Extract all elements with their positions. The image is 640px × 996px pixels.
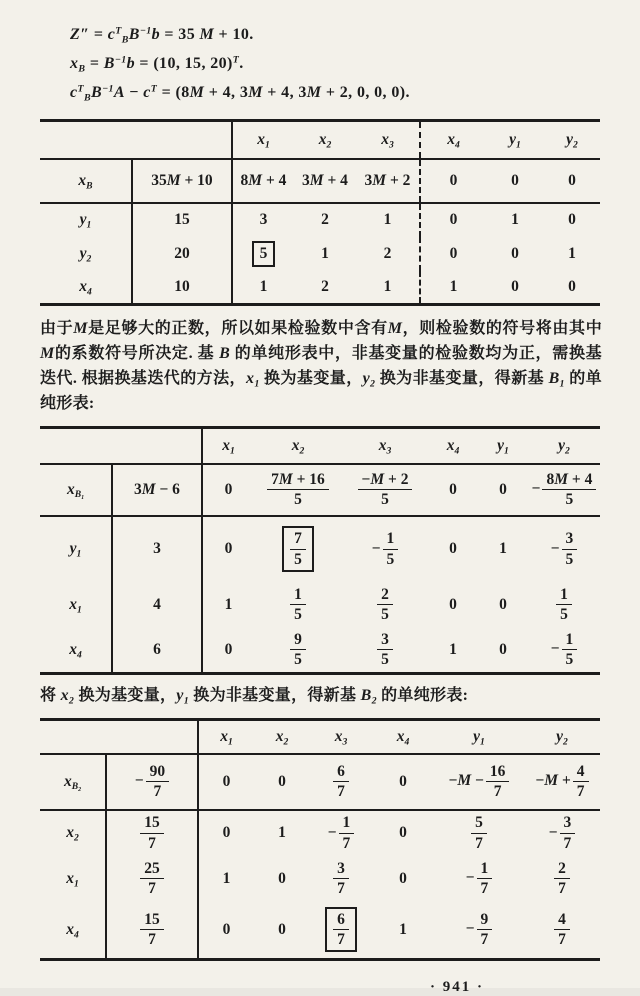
row-value: 3M − 6 <box>112 464 202 516</box>
table-cell <box>310 902 372 960</box>
row-label: $y_2$ <box>79 244 92 264</box>
table-cell: 0 <box>198 810 254 856</box>
table-row <box>40 754 600 810</box>
row-value: 3 <box>112 516 202 582</box>
table-cell: 0 <box>399 824 407 841</box>
row-value: 35M + 10 <box>132 159 232 203</box>
table-cell: 0 <box>202 464 254 516</box>
table-cell: 1 <box>420 271 486 305</box>
table-cell: 0 <box>202 628 254 674</box>
table-cell: 0 <box>511 171 519 189</box>
row-label: $x_1$ <box>69 595 82 615</box>
table-row <box>40 464 600 516</box>
table-cell: 2 <box>383 244 392 262</box>
simplex-table-basis-B <box>40 119 600 306</box>
fraction: $\frac{16}{7}$ <box>486 763 510 800</box>
table-cell: 0 <box>499 640 507 658</box>
table-cell <box>254 628 342 674</box>
table-cell: 0 <box>278 772 286 790</box>
fraction-prefix: − <box>550 640 560 658</box>
table-cell: 0 <box>499 595 507 613</box>
fraction: $\frac{1}{5}$ <box>562 631 578 668</box>
column-header: $y_1$ <box>497 436 509 457</box>
table-cell: 2 <box>321 211 329 228</box>
row-label: $x_B$ <box>78 171 93 191</box>
table-cell: 0 <box>420 203 486 237</box>
table-cell: 0 <box>568 171 576 189</box>
fraction-prefix: − <box>531 480 541 498</box>
column-header: $x_1$ <box>232 121 294 159</box>
fraction: $\frac{6}{7}$ <box>333 911 349 948</box>
table-row <box>40 203 600 237</box>
fraction: $\frac{6}{7}$ <box>333 763 349 800</box>
table-cell: 0 <box>449 540 457 557</box>
table-cell: 0 <box>449 480 457 498</box>
fraction-prefix: − <box>371 539 381 557</box>
table-cell <box>524 902 600 960</box>
header-row <box>40 428 600 464</box>
table-row <box>40 582 600 628</box>
fraction: $\frac{-M + 2}{5}$ <box>358 471 413 508</box>
row-value <box>106 856 198 902</box>
header-value-cell <box>112 428 202 464</box>
table-cell: 0 <box>449 595 457 613</box>
column-header: $y_1$ <box>473 727 485 748</box>
table-cell: 0 <box>568 277 576 295</box>
table-cell <box>310 810 372 856</box>
table-cell: 1 <box>383 211 392 228</box>
row-label: $x_2$ <box>66 824 79 844</box>
column-header: $x_3$ <box>334 727 348 748</box>
table-cell <box>254 464 342 516</box>
fraction-prefix: − <box>134 772 144 790</box>
column-header: $x_2$ <box>291 436 305 457</box>
column-header: $y_2$ <box>558 436 570 457</box>
table-row <box>40 810 600 856</box>
fraction: $\frac{2}{5}$ <box>377 586 393 623</box>
fraction: $\frac{2}{7}$ <box>554 860 570 897</box>
fraction: $\frac{1}{5}$ <box>383 530 399 567</box>
pivot-element-box <box>325 907 357 952</box>
table-row <box>40 159 600 203</box>
row-label: $x_4$ <box>66 920 79 941</box>
row-label: $x_4$ <box>69 640 82 661</box>
table-cell <box>524 810 600 856</box>
row-value <box>106 754 198 810</box>
row-value: 20 <box>132 237 232 271</box>
equation-line-3: $c^T_BB^{-1}A - c^T = (8M + 4$, 3M + 4, 3M + 2, 0, 0, 0). <box>70 83 410 104</box>
table-cell: 1 <box>399 920 407 938</box>
page-number: · 941 · <box>429 979 484 995</box>
equation-line-2: $x_B = B^{-1}b = (10$, 15, 20)$^T$. <box>70 54 244 75</box>
fraction: $\frac{3}{7}$ <box>333 860 349 897</box>
table-cell: 8M + 4 <box>232 159 294 203</box>
table-cell <box>342 582 428 628</box>
column-header: $x_1$ <box>198 720 254 754</box>
fraction-prefix: −M + <box>535 772 571 790</box>
pivot-element-box: 5 <box>252 241 276 267</box>
table-row <box>40 237 600 271</box>
table-cell: 3M + 2 <box>364 171 411 189</box>
header-value-cell <box>132 121 232 159</box>
fraction-prefix: − <box>327 823 337 841</box>
table-cell: 0 <box>399 869 407 887</box>
table-cell <box>528 464 600 516</box>
fraction: $\frac{25}{7}$ <box>140 860 164 897</box>
header-row <box>40 121 600 159</box>
simplex-table-basis-B2 <box>40 718 600 961</box>
header-label-cell <box>40 428 112 464</box>
column-header: $x_4$ <box>420 121 486 159</box>
fraction: $\frac{1}{7}$ <box>477 860 493 897</box>
row-label: $x_{B_1}$ <box>66 480 85 501</box>
table-cell: 0 <box>568 211 576 228</box>
table-cell <box>528 582 600 628</box>
fraction-prefix: − <box>465 869 475 887</box>
column-header: $x_1$ <box>202 428 254 464</box>
column-header: $x_2$ <box>318 130 332 151</box>
table-cell <box>310 856 372 902</box>
fraction: $\frac{1}{7}$ <box>339 814 355 851</box>
fraction: $\frac{3}{5}$ <box>377 631 393 668</box>
fraction: $\frac{15}{7}$ <box>140 911 164 948</box>
table-cell <box>528 628 600 674</box>
row-label: $y_1$ <box>69 540 82 560</box>
header-row <box>40 720 600 754</box>
row-label: $x_{B_2}$ <box>63 772 82 793</box>
fraction: $\frac{3}{5}$ <box>562 530 578 567</box>
column-header: $x_3$ <box>381 130 394 151</box>
table-cell: 1 <box>568 244 576 262</box>
column-header: $y_2$ <box>566 130 578 151</box>
table-cell <box>310 754 372 810</box>
table-row <box>40 628 600 674</box>
fraction: $\frac{15}{7}$ <box>140 814 164 851</box>
table-cell <box>232 237 294 271</box>
fraction: $\frac{1}{5}$ <box>290 586 306 623</box>
table-cell: 1 <box>232 271 294 305</box>
table-cell: 0 <box>202 516 254 582</box>
table-cell <box>254 582 342 628</box>
table-cell: 3 <box>232 203 294 237</box>
fraction: $\frac{8M + 4}{5}$ <box>542 471 596 508</box>
table-cell <box>434 754 524 810</box>
fraction: $\frac{9}{5}$ <box>290 631 306 668</box>
fraction: $\frac{7}{5}$ <box>290 530 306 567</box>
table-cell <box>434 856 524 902</box>
column-header: $x_4$ <box>446 436 460 457</box>
table-cell: 0 <box>420 237 486 271</box>
table-cell: 0 <box>511 277 519 295</box>
row-value: 10 <box>132 271 232 305</box>
pivot-element-box <box>282 526 314 571</box>
fraction: $\frac{90}{7}$ <box>146 763 170 800</box>
equation-line-1: $Z'' = c^T_BB^{-1}b = 35$ M + 10. <box>70 25 254 46</box>
row-label: $x_4$ <box>79 277 92 298</box>
row-value: 15 <box>132 203 232 237</box>
table-cell <box>342 464 428 516</box>
fraction: $\frac{4}{7}$ <box>554 911 570 948</box>
column-header: $x_4$ <box>396 727 410 748</box>
column-header: $x_3$ <box>378 436 392 457</box>
row-label: $y_1$ <box>79 211 92 231</box>
table-cell: 0 <box>198 754 254 810</box>
header-value-cell <box>106 720 198 754</box>
row-label: $x_1$ <box>66 869 79 889</box>
table-cell: 0 <box>278 920 286 938</box>
table-cell: 1 <box>321 244 329 262</box>
fraction-prefix: −M − <box>448 772 484 790</box>
table-cell <box>524 754 600 810</box>
table-row <box>40 516 600 582</box>
table-cell: 1 <box>499 540 507 557</box>
fraction-prefix: − <box>550 539 560 557</box>
table-cell: 1 <box>449 640 457 658</box>
fraction: $\frac{3}{7}$ <box>560 814 576 851</box>
fraction: $\frac{7M + 16}{5}$ <box>267 471 329 508</box>
table-cell <box>434 902 524 960</box>
table-cell <box>528 516 600 582</box>
column-header: $y_2$ <box>556 727 568 748</box>
fraction-prefix: − <box>548 823 558 841</box>
fraction: $\frac{5}{7}$ <box>471 814 487 851</box>
table-cell: 2 <box>321 277 329 295</box>
column-header: $y_1$ <box>509 130 521 151</box>
table-cell: 1 <box>383 277 392 295</box>
table-cell: 1 <box>511 211 519 228</box>
table-cell: 0 <box>198 902 254 960</box>
table-cell <box>254 516 342 582</box>
column-header: $x_2$ <box>275 727 289 748</box>
row-value: 6 <box>112 628 202 674</box>
table-cell <box>524 856 600 902</box>
table-row <box>40 271 600 305</box>
table-row <box>40 856 600 902</box>
table-cell: 1 <box>202 582 254 628</box>
header-label-cell <box>40 121 132 159</box>
paragraph-second-iteration: 将 $x_2$ 换为基变量，$y_1$ 换为非基变量，得新基 $B_2$ 的单纯形表: <box>40 687 469 707</box>
row-value <box>106 902 198 960</box>
fraction: $\frac{1}{5}$ <box>556 586 572 623</box>
table-cell <box>342 516 428 582</box>
fraction: $\frac{4}{7}$ <box>573 763 589 800</box>
fraction-prefix: − <box>465 920 475 938</box>
table-cell: 0 <box>511 244 519 262</box>
row-value: 4 <box>112 582 202 628</box>
table-cell: 0 <box>399 772 407 790</box>
fraction: $\frac{9}{7}$ <box>477 911 493 948</box>
table-cell: 3M + 4 <box>302 171 348 189</box>
simplex-table-basis-B1 <box>40 426 600 675</box>
table-cell: 0 <box>499 480 507 498</box>
paragraph-iteration-explanation: 由于M是足够大的正数，所以如果检验数中含有M，则检验数的符号将由其中M的系数符号所决定. 基 B 的单纯形表中，非基变量的检验数均为正，需换基迭代. 根据换基迭代的方法，$x_1$ 换为基变量，$y_2$ 换为非基变量，得新基 $B_1$ 的单纯形表: <box>40 320 602 412</box>
table-cell <box>342 628 428 674</box>
table-cell: 1 <box>198 856 254 902</box>
table-row <box>40 902 600 960</box>
table-cell: 0 <box>278 869 286 887</box>
table-cell: 1 <box>278 824 286 841</box>
table-cell: 0 <box>420 159 486 203</box>
table-cell <box>434 810 524 856</box>
row-value <box>106 810 198 856</box>
header-label-cell <box>40 720 106 754</box>
equation-block <box>70 20 602 107</box>
